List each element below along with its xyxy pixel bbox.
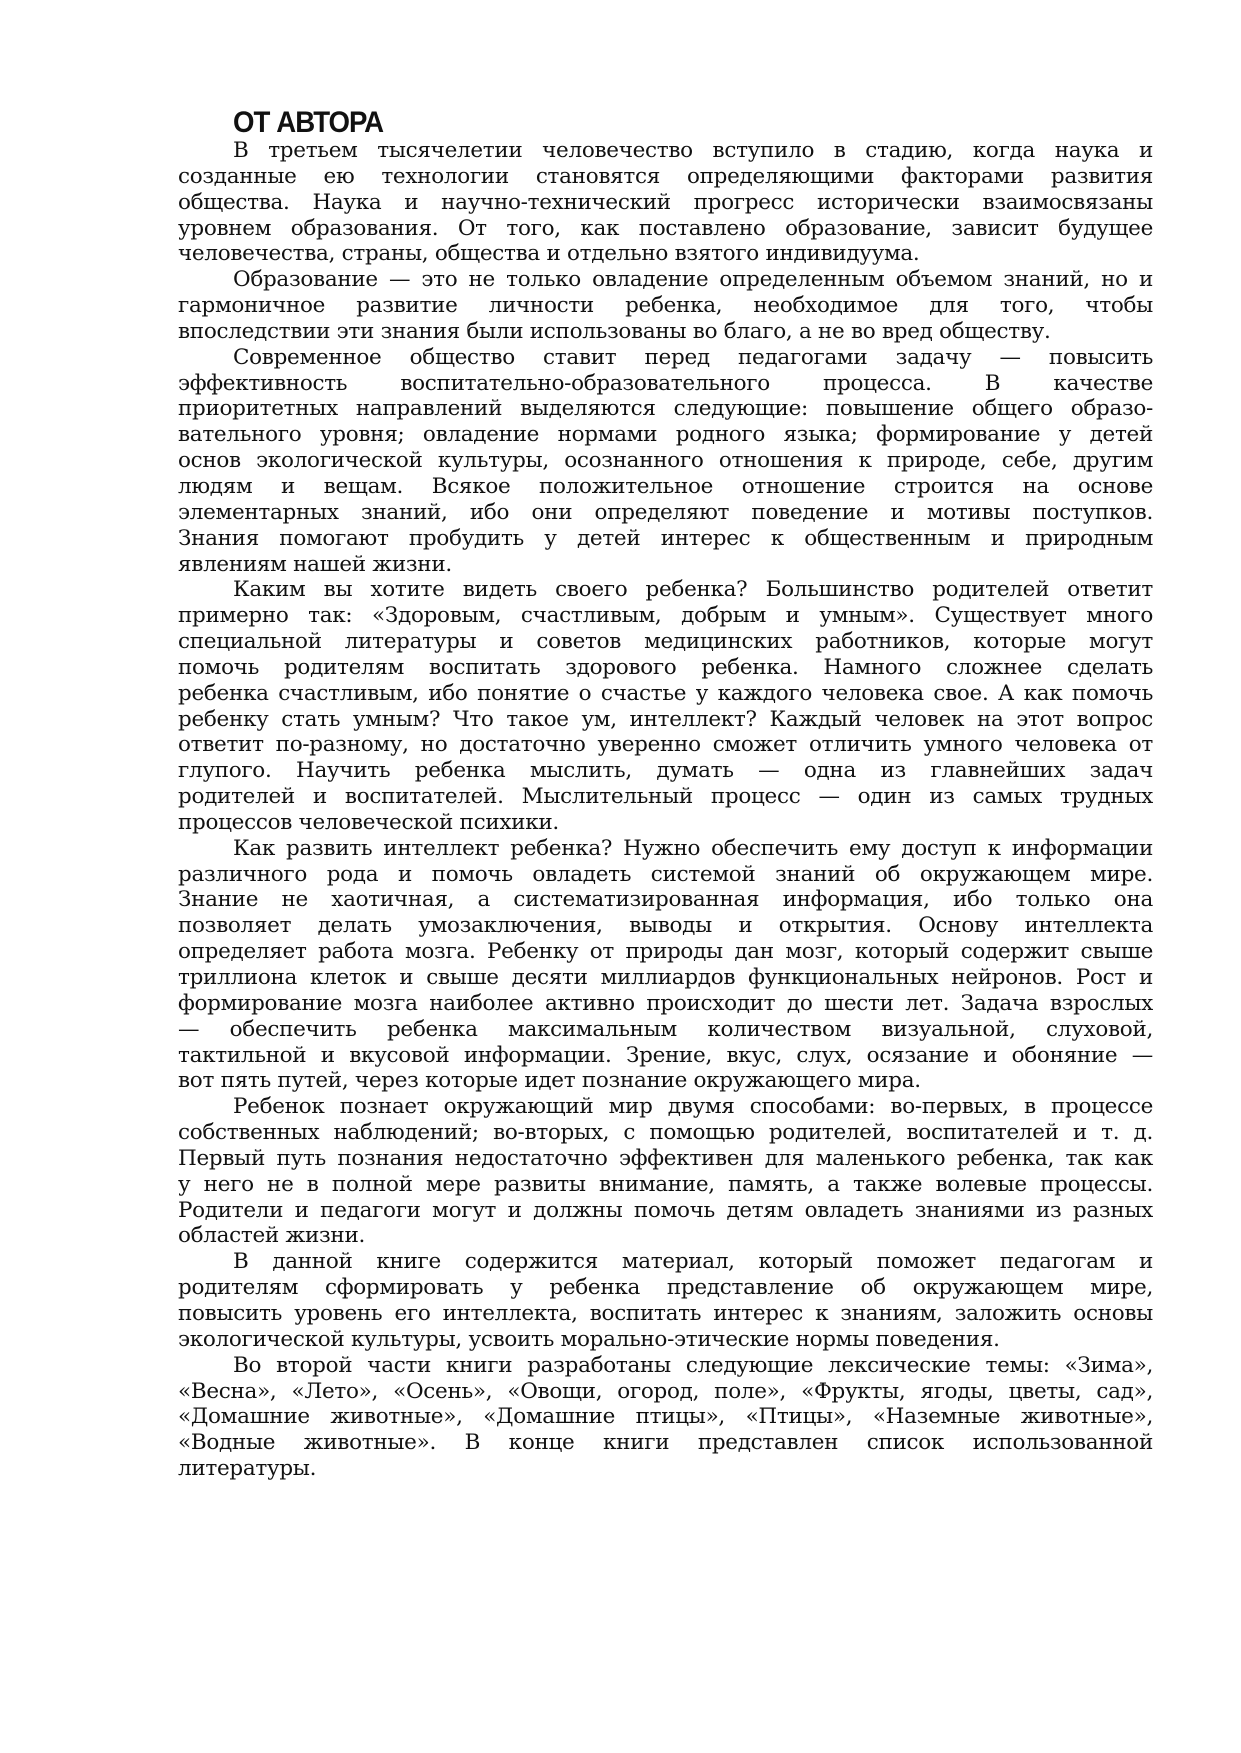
text-line: собственных наблюдений; во-вторых, с помощью родителей, воспитателей и т. д. xyxy=(178,1120,1153,1146)
text-line: гармоничное развитие личности ребенка, необходимое для того, чтобы xyxy=(178,293,1153,319)
text-line: «Домашние животные», «Домашние птицы», «Птицы», «Наземные животные», xyxy=(178,1404,1153,1430)
text-line: различного рода и помочь овладеть системой знаний об окружающем мире. xyxy=(178,861,1153,887)
text-line: основ экологической культуры, осознанного отношения к природе, себе, другим xyxy=(178,448,1153,474)
text-line: областей жизни. xyxy=(178,1223,366,1249)
text-line: людям и вещам. Всякое положительное отношение строится на основе xyxy=(178,473,1153,499)
text-line: впоследствии эти знания были использованы во благо, а не во вред обществу. xyxy=(178,318,1051,344)
paragraph xyxy=(178,138,1153,267)
text-line: ребенка счастливым, ибо понятие о счастье у каждого человека свое. А как помочь xyxy=(178,680,1153,706)
text-line: приоритетных направлений выделяются следующие: повышение общего образо- xyxy=(178,396,1153,422)
text-line: Современное общество ставит перед педагогами задачу — повысить xyxy=(233,344,1153,370)
text-line: Знание не хаотичная, а систематизированная информация, ибо только она xyxy=(178,887,1153,913)
paragraph xyxy=(178,1249,1153,1352)
text-line: ребенку стать умным? Что такое ум, интеллект? Каждый человек на этот вопрос xyxy=(178,706,1153,732)
text-line: специальной литературы и советов медицинских работников, которые могут xyxy=(178,629,1153,655)
text-line: вот пять путей, через которые идет познание окружающего мира. xyxy=(178,1068,921,1094)
text-line: Как развить интеллект ребенка? Нужно обеспечить ему доступ к информации xyxy=(233,835,1153,861)
text-line: уровнем образования. От того, как поставлено образование, зависит будущее xyxy=(178,215,1153,241)
text-line: Первый путь познания недостаточно эффективен для маленького ребенка, так как xyxy=(178,1145,1153,1171)
text-line: «Весна», «Лето», «Осень», «Овощи, огород, поле», «Фрукты, ягоды, цветы, сад», xyxy=(178,1378,1153,1404)
text-line: процессов человеческой психики. xyxy=(178,809,559,835)
text-line: родителям сформировать у ребенка представление об окружающем мире, xyxy=(178,1275,1153,1301)
text-line: повысить уровень его интеллекта, воспитать интерес к знаниям, заложить основы xyxy=(178,1300,1153,1326)
text-line: элементарных знаний, ибо они определяют поведение и мотивы поступков. xyxy=(178,499,1153,525)
text-line: тактильной и вкусовой информации. Зрение, вкус, слух, осязание и обоняние — xyxy=(178,1042,1153,1068)
text-line: В третьем тысячелетии человечество вступило в стадию, когда наука и xyxy=(233,138,1153,163)
text-line: помочь родителям воспитать здорового ребенка. Намного сложнее сделать xyxy=(178,654,1153,680)
document-body xyxy=(178,138,1153,1482)
paragraph xyxy=(178,577,1153,835)
paragraph xyxy=(178,345,1153,578)
text-line: у него не в полной мере развиты внимание, память, а также волевые процессы. xyxy=(178,1171,1153,1197)
paragraph xyxy=(178,267,1153,345)
text-line: общества. Наука и научно-технический прогресс исторически взаимосвязаны xyxy=(178,189,1153,215)
text-line: Родители и педагоги могут и должны помочь детям овладеть знаниями из разных xyxy=(178,1197,1153,1223)
text-line: Каким вы хотите видеть своего ребенка? Большинство родителей ответит xyxy=(233,577,1153,603)
paragraph xyxy=(178,1353,1153,1482)
page-title: ОТ АВТОРА xyxy=(233,106,384,139)
text-line: триллиона клеток и свыше десяти миллиардов функциональных нейронов. Рост и xyxy=(178,965,1153,990)
text-line: «Водные животные». В конце книги представлен список использованной xyxy=(178,1430,1153,1456)
text-line: Образование — это не только овладение определенным объемом знаний, но и xyxy=(233,267,1153,293)
text-line: — обеспечить ребенка максимальным количеством визуальной, слуховой, xyxy=(178,1016,1153,1042)
text-line: экологической культуры, усвоить морально-этические нормы поведения. xyxy=(178,1326,1000,1352)
text-line: позволяет делать умозаключения, выводы и открытия. Основу интеллекта xyxy=(178,913,1153,939)
text-line: примерно так: «Здоровым, счастливым, добрым и умным». Существует много xyxy=(178,603,1153,629)
text-line: глупого. Научить ребенка мыслить, думать — одна из главнейших задач xyxy=(178,758,1153,784)
paragraph xyxy=(178,1094,1153,1249)
text-line: В данной книге содержится материал, который поможет педагогам и xyxy=(233,1249,1153,1275)
text-line: ответит по-разному, но достаточно уверенно сможет отличить умного человека от xyxy=(178,732,1153,758)
text-line: вательного уровня; овладение нормами родного языка; формирование у детей xyxy=(178,422,1153,448)
text-line: человечества, страны, общества и отдельно взятого индивидуума. xyxy=(178,241,920,267)
text-line: созданные ею технологии становятся определяющими факторами развития xyxy=(178,163,1153,189)
text-line: литературы. xyxy=(178,1456,317,1482)
text-line: эффективность воспитательно-образовательного процесса. В качестве xyxy=(178,370,1153,396)
text-line: Ребенок познает окружающий мир двумя способами: во-первых, в процессе xyxy=(233,1094,1153,1120)
text-line: родителей и воспитателей. Мыслительный процесс — один из самых трудных xyxy=(178,784,1153,810)
text-line: явлениям нашей жизни. xyxy=(178,551,452,577)
paragraph xyxy=(178,836,1153,1094)
text-line: Знания помогают пробудить у детей интерес к общественным и природным xyxy=(178,525,1153,551)
text-line: формирование мозга наиболее активно происходит до шести лет. Задача взрослых xyxy=(178,990,1153,1016)
text-line: Во второй части книги разработаны следующие лексические темы: «Зима», xyxy=(233,1352,1153,1378)
text-line: определяет работа мозга. Ребенку от природы дан мозг, который содержит свыше xyxy=(178,939,1153,965)
